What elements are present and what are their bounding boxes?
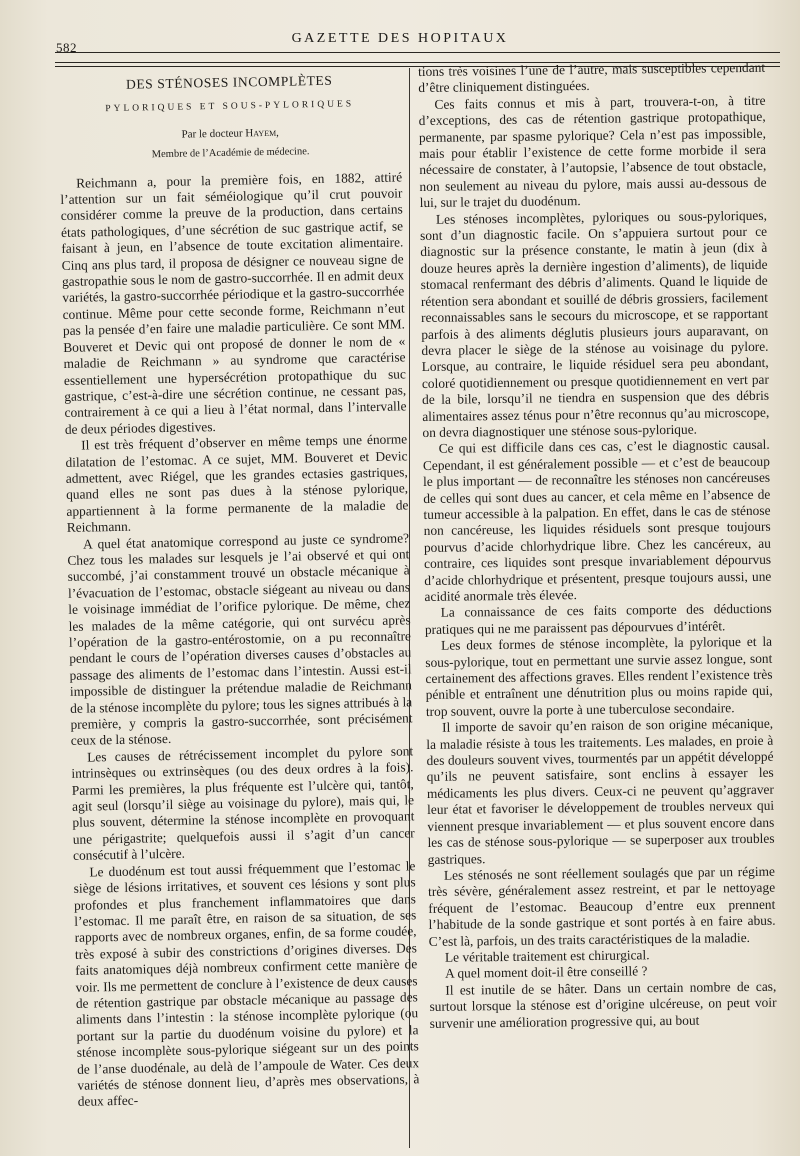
paragraph: Les deux formes de sténose incomplète, la pylorique et la sous-pylorique, tout en permettant une survie assez longue, sont certainement des affections graves. Elles rendent l’existence très pénible et entraînent une dénutrition plus ou moins rapide qui, trop souvent, ouvre la porte à une tuberculose secondaire. bbox=[425, 633, 773, 719]
right-column bbox=[418, 60, 778, 1139]
paragraph: A quel moment doit-il être conseillé ? bbox=[445, 963, 648, 982]
paragraph: Reichmann a, pour la première fois, en 1882, attiré l’attention sur un fait séméiologique qu’il crut pouvoir considérer comme la preuve de la production, dans certains états pathologiques, d’une sécrétion de suc gastrique actif, se faisant à jeun, en l’absence de toute excitation alimentaire. Cinq ans plus tard, il proposa de désigner ce nouveau signe de gastropathie sous le nom de gastro-succorrhée. Il en admit deux variétés, la gastro-succorrhée périodique et la gastro-succorrhée continue. Même pour cette seconde forme, Reichmann n’eut pas la pensée d’en faire une maladie particulière. Ce sont MM. Bouveret et Devic qui ont proposé de donner le nom de « maladie de Reichmann » au syndrome que caractérise essentiellement une hypersécrétion protopathique du suc gastrique, c’est-à-dire une sécrétion continue, ne cessant pas, contrairement à ce qui a lieu à l’état normal, dans l’intervalle de deux périodes digestives. bbox=[60, 169, 407, 437]
article-subtitle: PYLORIQUES ET SOUS-PYLORIQUES bbox=[105, 99, 355, 115]
author-affiliation: Membre de l’Académie de médecine. bbox=[151, 146, 310, 161]
paragraph: Le duodénum est tout aussi fréquemment que l’estomac le siège de lésions irritatives, et souvent ces lésions y sont plus profondes et plus franchement inflammatoires que dans l’estomac. Il me paraît être, en raison de sa situation, de ses rapports avec de nombreux organes, enfin, de sa forme coudée, très exposé à subir des constrictions d’origines diverses. Des faits anatomiques déjà nombreux confirment cette manière de voir. Ils me permettent de conclure à l’existence de deux causes de rétention gastrique par obstacle mécanique au passage des aliments dans l’intestin : la sténose incomplète pylorique (ou portant sur la partie du duodénum voisine du pylore) et la sténose incomplète sous-pylorique siégeant sur un des points de l’anse duodénale, au delà de l’ampoule de Water. Ces deux variétés de sténose donnent lieu, d’après mes observations, à deux affec- bbox=[73, 857, 420, 1110]
page-number: 582 bbox=[56, 40, 77, 55]
paragraph: Les sténoses incomplètes, pyloriques ou sous-pyloriques, sont d’un diagnostic facile. On s’appuiera surtout pour ce diagnostic sur la présence constante, le matin à jeun (dix à douze heures après la dernière ingestion d’aliments), de liquide stomacal renfermant des débris d’aliments. Quand le liquide de rétention sera abondant et souillé de débris grossiers, facilement reconnaissables sans le secours du microscope, et se rapportant parfois à des aliments déglutis plusieurs jours auparavant, on devra placer le siège de la sténose au voisinage du pylore. Lorsque, au contraire, le liquide résiduel sera peu abondant, coloré quotidiennement ou presque quotidiennement en vert par de la bile, lorsqu’il ne tiendra en suspension que des débris alimentaires assez ténus pour n’être reconnus qu’au microscope, on devra diagnostiquer une sténose sous-pylorique. bbox=[420, 207, 770, 440]
paragraph: Il est très fréquent d’observer en même temps une énorme dilatation de l’estomac. A ce sujet, MM. Bouveret et Devic admettent, avec Riégel, que les grandes ectasies gastriques, quand elles ne sont pas dues à la sténose pylorique, appartiennent à la forme permanente de la maladie de Reichmann. bbox=[65, 431, 409, 536]
paragraph: Il est inutile de se hâter. Dans un certain nombre de cas, surtout lorsque la sténose est d’origine ulcéreuse, on peut voir survenir une amélioration progressive qui, au bout bbox=[429, 978, 777, 1031]
paragraph: La connaissance de ces faits comporte des déductions pratiques qui ne me paraissent pas dépourvues d’intérêt. bbox=[424, 601, 772, 637]
article-header bbox=[58, 71, 402, 165]
article-title: DES STÉNOSES INCOMPLÈTES bbox=[125, 72, 333, 92]
paragraph: Les causes de rétrécissement incomplet du pylore sont intrinsèques ou extrinsèques (ou des deux ordres à la fois). Parmi les premières, la plus fréquente est l’ulcère qui, tantôt, agit seul (lorsqu’il siège au voisinage du pylore), mais qui, le plus souvent, détermine la sténose incomplète en provoquant une périgastrite; quelquefois aussi il s’agit d’un cancer consécutif à l’ulcère. bbox=[71, 743, 415, 864]
paragraph: Ces faits connus et mis à part, trouvera-t-on, à titre d’exceptions, des cas de rétention gastrique protopathique, permanente, par spasme pylorique? Cela n’est pas impossible, mais pour établir l’existence de cette forme morbide il sera nécessaire de constater, à l’autopsie, l’absence de tout obstacle, non seulement au niveau du pylore, mais aussi au-dessous de lui, sur le trajet du duodénum. bbox=[418, 92, 767, 211]
left-column bbox=[58, 65, 421, 1146]
journal-title: GAZETTE DES HOPITAUX bbox=[291, 31, 509, 46]
paragraph: A quel état anatomique correspond au juste ce syndrome? Chez tous les malades sur lesquels je l’ai observé et qui ont succombé, j’ai constamment trouvé un obstacle mécanique à l’évacuation de l’estomac, obstacle siégeant au niveau ou dans le voisinage immédiat de l’orifice pylorique. De même, chez les malades de la même catégorie, qui ont survécu après l’opération de la gastro-entérostomie, on a pu reconnaître pendant le cours de l’opération diverses causes d’obstacles au passage des aliments de l’estomac dans l’intestin. Aussi est-il impossible de distinguer la prétendue maladie de Reichmann de la sténose incomplète du pylore; tous les signes attribués à la première, y compris la gastro-succorrhée, sont précisément ceux de la sténose. bbox=[67, 529, 413, 749]
author-prefix: Par le docteur bbox=[181, 127, 246, 141]
paragraph: Les sténosés ne sont réellement soulagés que par un régime très sévère, généralement assez restreint, et par le nettoyage fréquent de l’estomac. Beaucoup d’entre eux prennent l’habitude de la sonde gastrique et sont portés à en faire abus. C’est là, parfois, un des traits caractéristiques de la maladie. bbox=[428, 863, 776, 949]
paragraph: tions très voisines l’une de l’autre, mais susceptibles cependant d’être cliniquement distinguées. bbox=[418, 59, 766, 96]
paragraph: Le véritable traitement est chirurgical. bbox=[444, 947, 650, 965]
article-author bbox=[59, 122, 401, 145]
paragraph: Il importe de savoir qu’en raison de son origine mécanique, la maladie résiste à tous les traitements. Les malades, en proie à des douleurs souvent vives, tourmentés par un appétit développé qu’ils ne peuvent satisfaire, sont enclins à essayer les médicaments les plus divers. Ceux-ci ne peuvent qu’aggraver leur état et favoriser le développement de troubles nerveux qui viennent presque invariablement — et plus souvent encore dans les cas de sténose sous-pylorique — se superposer aux troubles gastriques. bbox=[426, 715, 775, 867]
header-rule bbox=[55, 52, 780, 53]
paragraph: Ce qui est difficile dans ces cas, c’est le diagnostic causal. Cependant, il est généralement possible — et c’est de beaucoup le plus important — de reconnaître les sténoses non cancéreuses de celles qui sont dues au cancer, et cela même en l’absence de tumeur accessible à la palpation. En effet, dans le cas de sténose non cancéreuse, les liquides résiduels sont presque toujours pourvus d’acide chlorhydrique libre. Chez les cancéreux, au contraire, ces liquides sont presque invariablement dépourvus d’acide chlorhydrique et présentent, presque toujours aussi, une acidité anormale très élevée. bbox=[422, 437, 772, 604]
author-name: Hayem, bbox=[245, 126, 279, 140]
